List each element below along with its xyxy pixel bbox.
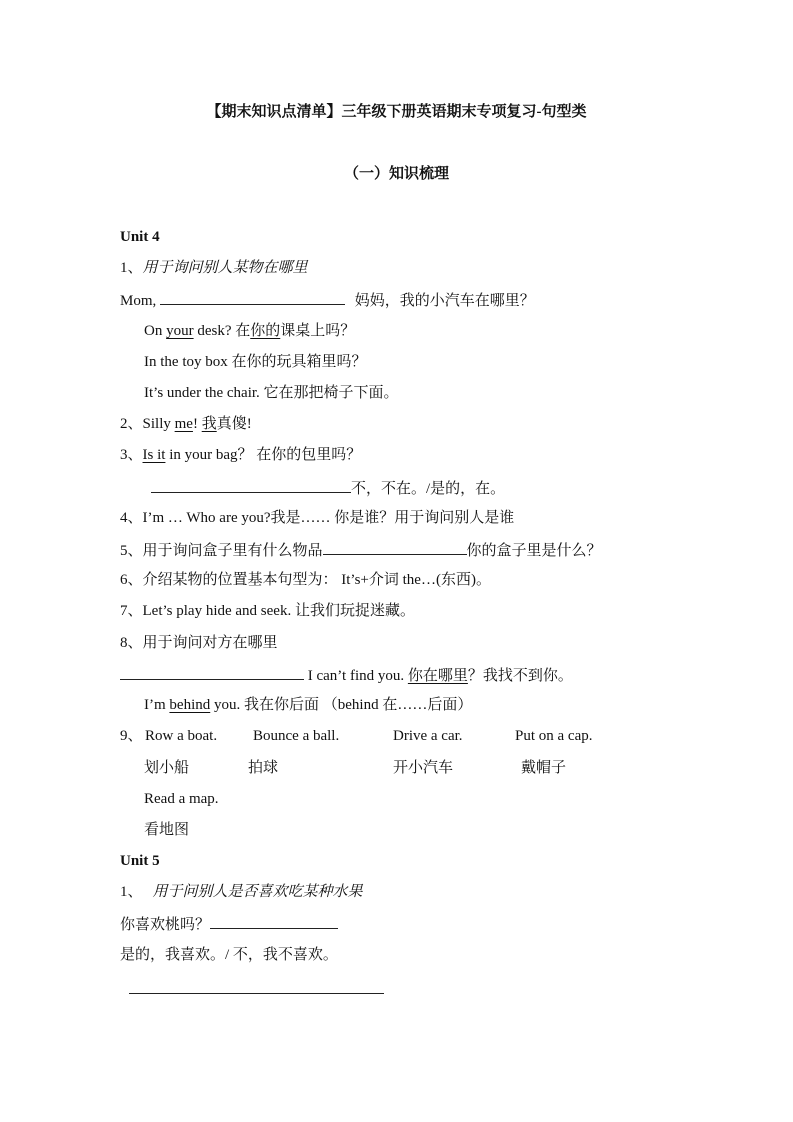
answer-blank [129, 993, 384, 994]
u4-on-b: desk? 在 [197, 323, 251, 339]
u4-s2-u: me [174, 416, 193, 432]
u4-s3-answer [151, 478, 505, 498]
u4-s8-find-b: ？我找不到你。 [467, 668, 573, 684]
unit5-heading: Unit 5 [120, 853, 160, 869]
u4-s2-u2: 我 [201, 416, 217, 432]
phrase-cn: 划小船 [144, 760, 190, 776]
u5-question-text: 你喜欢桃吗？ [120, 917, 211, 933]
phrase-en: Read a map. [144, 791, 219, 807]
u4-s1-desc: 用于询问别人某物在哪里 [142, 260, 308, 276]
u4-s8-behind-b: you. 我在你后面 （behind 在……后面） [214, 697, 473, 713]
u4-s3-u: Is it [142, 447, 166, 463]
phrase-en: Put on a cap. [515, 728, 593, 744]
answer-blank [151, 478, 351, 493]
u4-toybox: In the toy box 在你的玩具箱里吗？ [144, 354, 367, 370]
u4-on-desk [144, 322, 355, 340]
u4-s5-b: 你的盒子里是什么？ [466, 543, 602, 559]
phrase-cn: 开小汽车 [393, 760, 454, 776]
u5-answer: 是的，我喜欢。/ 不，我不喜欢。 [120, 947, 338, 963]
u4-s8-behind [144, 696, 472, 714]
u4-on-u: your [166, 323, 194, 339]
page-title: 【期末知识点清单】三年级下册英语期末专项复习-句型类 [206, 104, 587, 120]
u4-s4: 4、I’m … Who are you?我是…… 你是谁？用于询问别人是谁 [120, 510, 515, 526]
u4-s9-num: 9、 [120, 728, 143, 744]
u4-s2-a: Silly [142, 416, 171, 432]
u4-s5-a: 5、用于询问盒子里有什么物品 [120, 543, 323, 559]
u4-s8-find-u: 你在哪里 [407, 668, 468, 684]
section-subtitle: （一）知识梳理 [343, 166, 449, 182]
u4-s2-num: 2、 [120, 416, 143, 432]
phrase-cn: 戴帽子 [521, 760, 567, 776]
u4-mom-cn: 妈妈，我的小汽车在哪里？ [354, 293, 535, 309]
u4-s7: 7、Let’s play hide and seek. 让我们玩捉迷藏。 [120, 603, 415, 619]
u4-s1-num: 1、 [120, 260, 143, 276]
u4-s2 [120, 415, 252, 433]
u4-s2-b: ! [192, 416, 202, 432]
u5-s1-desc: 用于问别人是否喜欢吃某种水果 [152, 884, 363, 900]
u4-s1-line [120, 259, 308, 277]
u5-s1-num: 1、 [120, 884, 143, 900]
phrase-cn: 看地图 [144, 822, 190, 838]
u4-s2-c: 真傻! [216, 416, 252, 432]
u4-s5 [120, 540, 602, 560]
unit4-heading: Unit 4 [120, 229, 160, 245]
u4-s8-find-text: I can’t find you. [304, 668, 408, 684]
phrase-en: Bounce a ball. [253, 728, 340, 744]
phrase-en: Drive a car. [393, 728, 463, 744]
u4-on-c: 课桌上吗？ [280, 323, 356, 339]
u4-s8-desc: 8、用于询问对方在哪里 [120, 635, 278, 651]
u4-s3-answer-text: 不，不在。/是的，在。 [351, 481, 506, 497]
answer-blank [120, 665, 304, 680]
u4-on-a: On [144, 323, 163, 339]
u4-mom-line [120, 290, 535, 310]
u4-s8-behind-a: I’m [144, 697, 166, 713]
u4-chair: It’s under the chair. 它在那把椅子下面。 [144, 385, 399, 401]
phrase-en: Row a boat. [145, 728, 218, 744]
answer-blank [323, 540, 467, 555]
u4-s8-find [120, 665, 573, 685]
u4-s3-a: in your bag？ 在你的包里吗？ [165, 447, 362, 463]
u4-s8-behind-u: behind [169, 697, 211, 713]
u5-question [120, 914, 338, 934]
phrase-cn: 拍球 [248, 760, 279, 776]
answer-blank [160, 290, 345, 305]
u4-s3-num: 3、 [120, 447, 143, 463]
u4-s3 [120, 446, 361, 464]
u4-s6: 6、介绍某物的位置基本句型为： It’s+介词 the…(东西)。 [120, 572, 491, 588]
u4-mom-prefix: Mom, [120, 293, 157, 309]
answer-blank [210, 914, 338, 929]
u4-on-u2: 你的 [250, 323, 281, 339]
u5-s1 [120, 883, 363, 901]
